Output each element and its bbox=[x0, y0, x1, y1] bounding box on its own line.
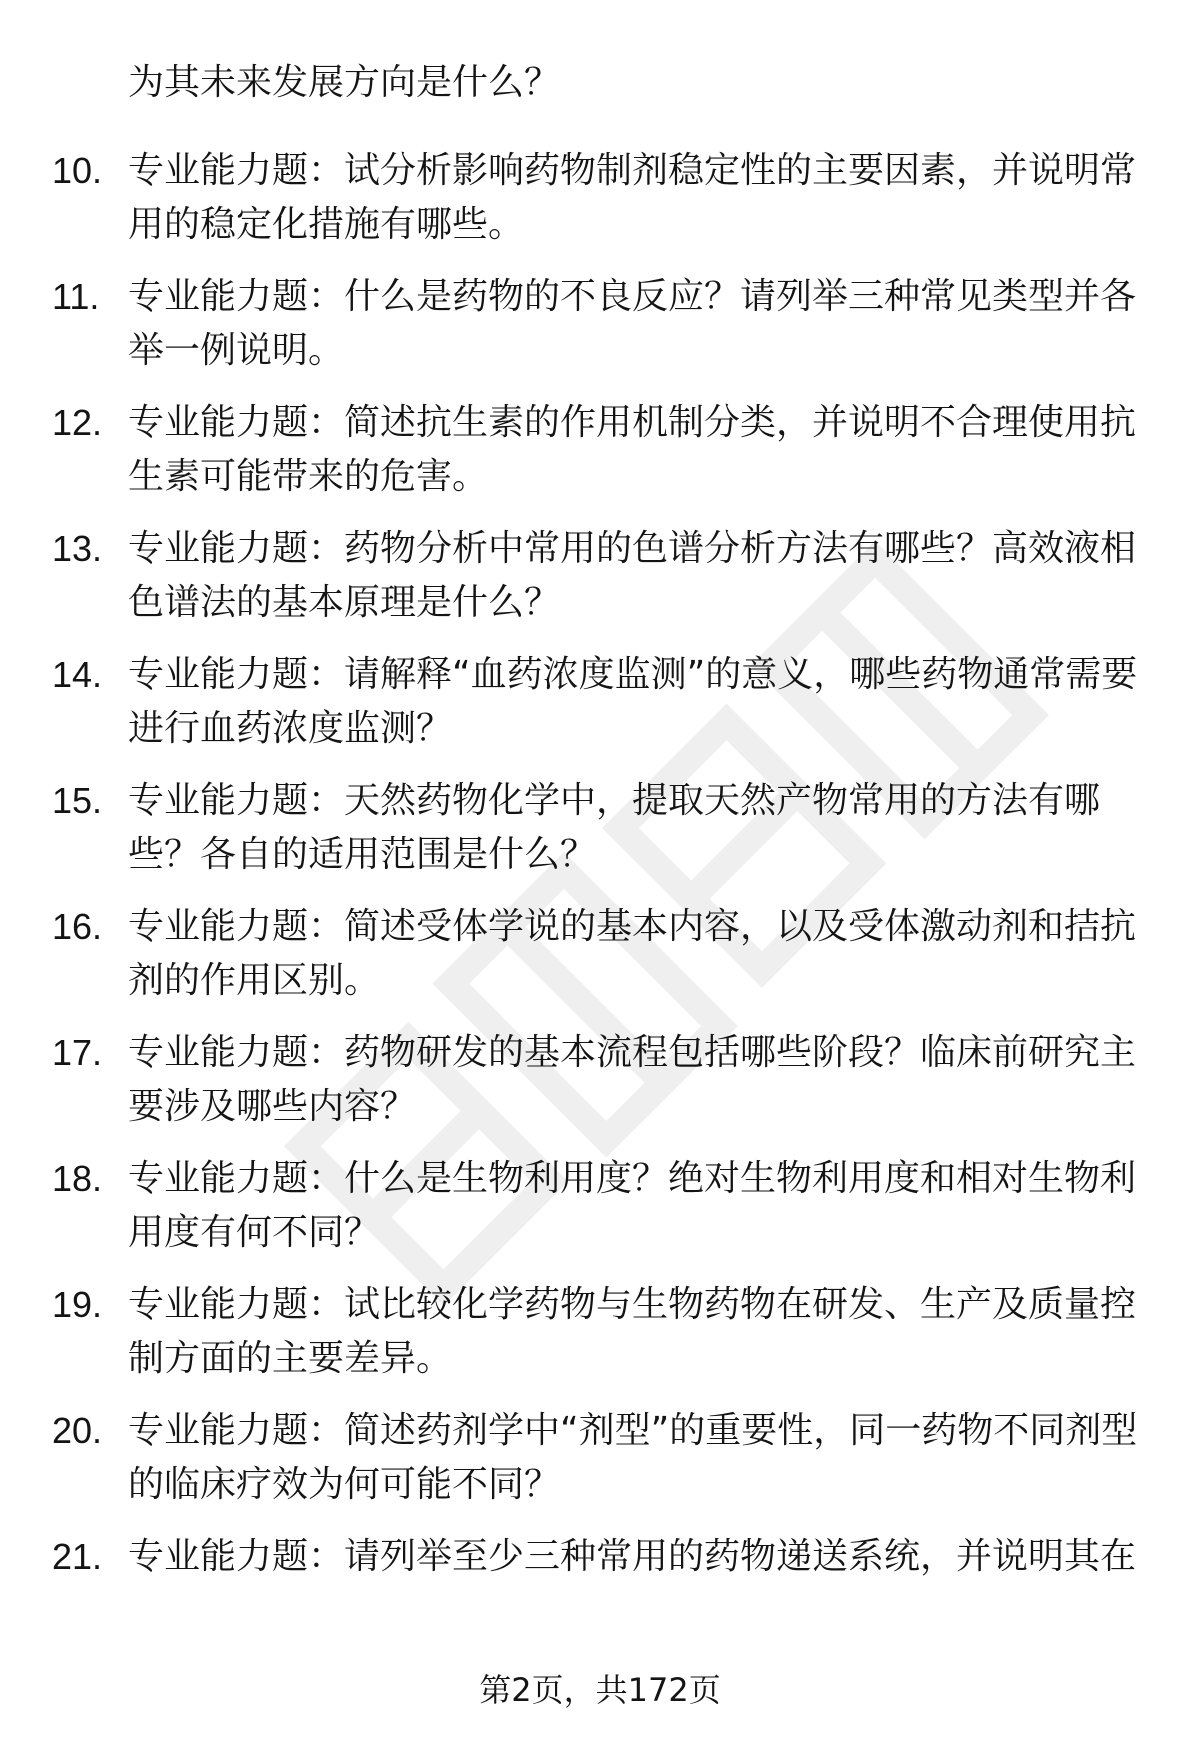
question-number: 21. bbox=[52, 1536, 103, 1577]
question-text: 专业能力题：什么是生物利用度？绝对生物利用度和相对生物利用度有何不同？ bbox=[128, 1158, 1137, 1253]
question-text: 专业能力题：什么是药物的不良反应？请列举三种常见类型并各举一例说明。 bbox=[128, 276, 1137, 371]
question-text: 专业能力题：天然药物化学中，提取天然产物常用的方法有哪些？各自的适用范围是什么？ bbox=[128, 780, 1101, 875]
list-item bbox=[0, 1494, 1200, 1620]
question-text: 专业能力题：请列举至少三种常用的药物递送系统，并说明其在 bbox=[128, 1536, 1137, 1577]
question-number: 17. bbox=[52, 1032, 103, 1073]
question-text: 专业能力题：请解释“血药浓度监测”的意义，哪些药物通常需要进行血药浓度监测？ bbox=[128, 654, 1138, 749]
list-item bbox=[0, 1116, 1200, 1253]
question-text: 专业能力题：药物研发的基本流程包括哪些阶段？临床前研究主要涉及哪些内容？ bbox=[128, 1032, 1137, 1127]
question-number: 18. bbox=[52, 1158, 103, 1199]
question-number: 14. bbox=[52, 654, 103, 695]
question-text: 专业能力题：试分析影响药物制剂稳定性的主要因素，并说明常用的稳定化措施有哪些。 bbox=[128, 150, 1137, 245]
question-list bbox=[0, 108, 1200, 1620]
continuation-text: 为其未来发展方向是什么？ bbox=[128, 62, 561, 103]
list-item bbox=[0, 486, 1200, 623]
list-item bbox=[0, 990, 1200, 1127]
question-number: 16. bbox=[52, 906, 103, 947]
list-item bbox=[0, 108, 1200, 245]
page-footer: 第2页，共172页 bbox=[479, 1671, 721, 1709]
question-number: 15. bbox=[52, 780, 103, 821]
list-item bbox=[0, 1368, 1200, 1505]
question-text: 专业能力题：试比较化学药物与生物药物在研发、生产及质量控制方面的主要差异。 bbox=[128, 1284, 1137, 1379]
list-item bbox=[0, 1242, 1200, 1379]
question-text: 专业能力题：简述药剂学中“剂型”的重要性，同一药物不同剂型的临床疗效为何可能不同？ bbox=[128, 1410, 1138, 1505]
question-text: 专业能力题：简述抗生素的作用机制分类，并说明不合理使用抗生素可能带来的危害。 bbox=[128, 402, 1137, 497]
question-number: 19. bbox=[52, 1284, 103, 1325]
question-text: 专业能力题：药物分析中常用的色谱分析方法有哪些？高效液相色谱法的基本原理是什么？ bbox=[128, 528, 1137, 623]
question-text: 专业能力题：简述受体学说的基本内容，以及受体激动剂和拮抗剂的作用区别。 bbox=[128, 906, 1137, 1001]
list-item bbox=[0, 234, 1200, 371]
question-number: 12. bbox=[52, 402, 103, 443]
question-number: 20. bbox=[52, 1410, 103, 1451]
question-number: 10. bbox=[52, 150, 103, 191]
question-number: 11. bbox=[52, 276, 100, 317]
list-item bbox=[0, 360, 1200, 497]
list-item bbox=[0, 612, 1200, 749]
list-item bbox=[0, 864, 1200, 1001]
question-number: 13. bbox=[52, 528, 103, 569]
list-item bbox=[0, 738, 1200, 875]
